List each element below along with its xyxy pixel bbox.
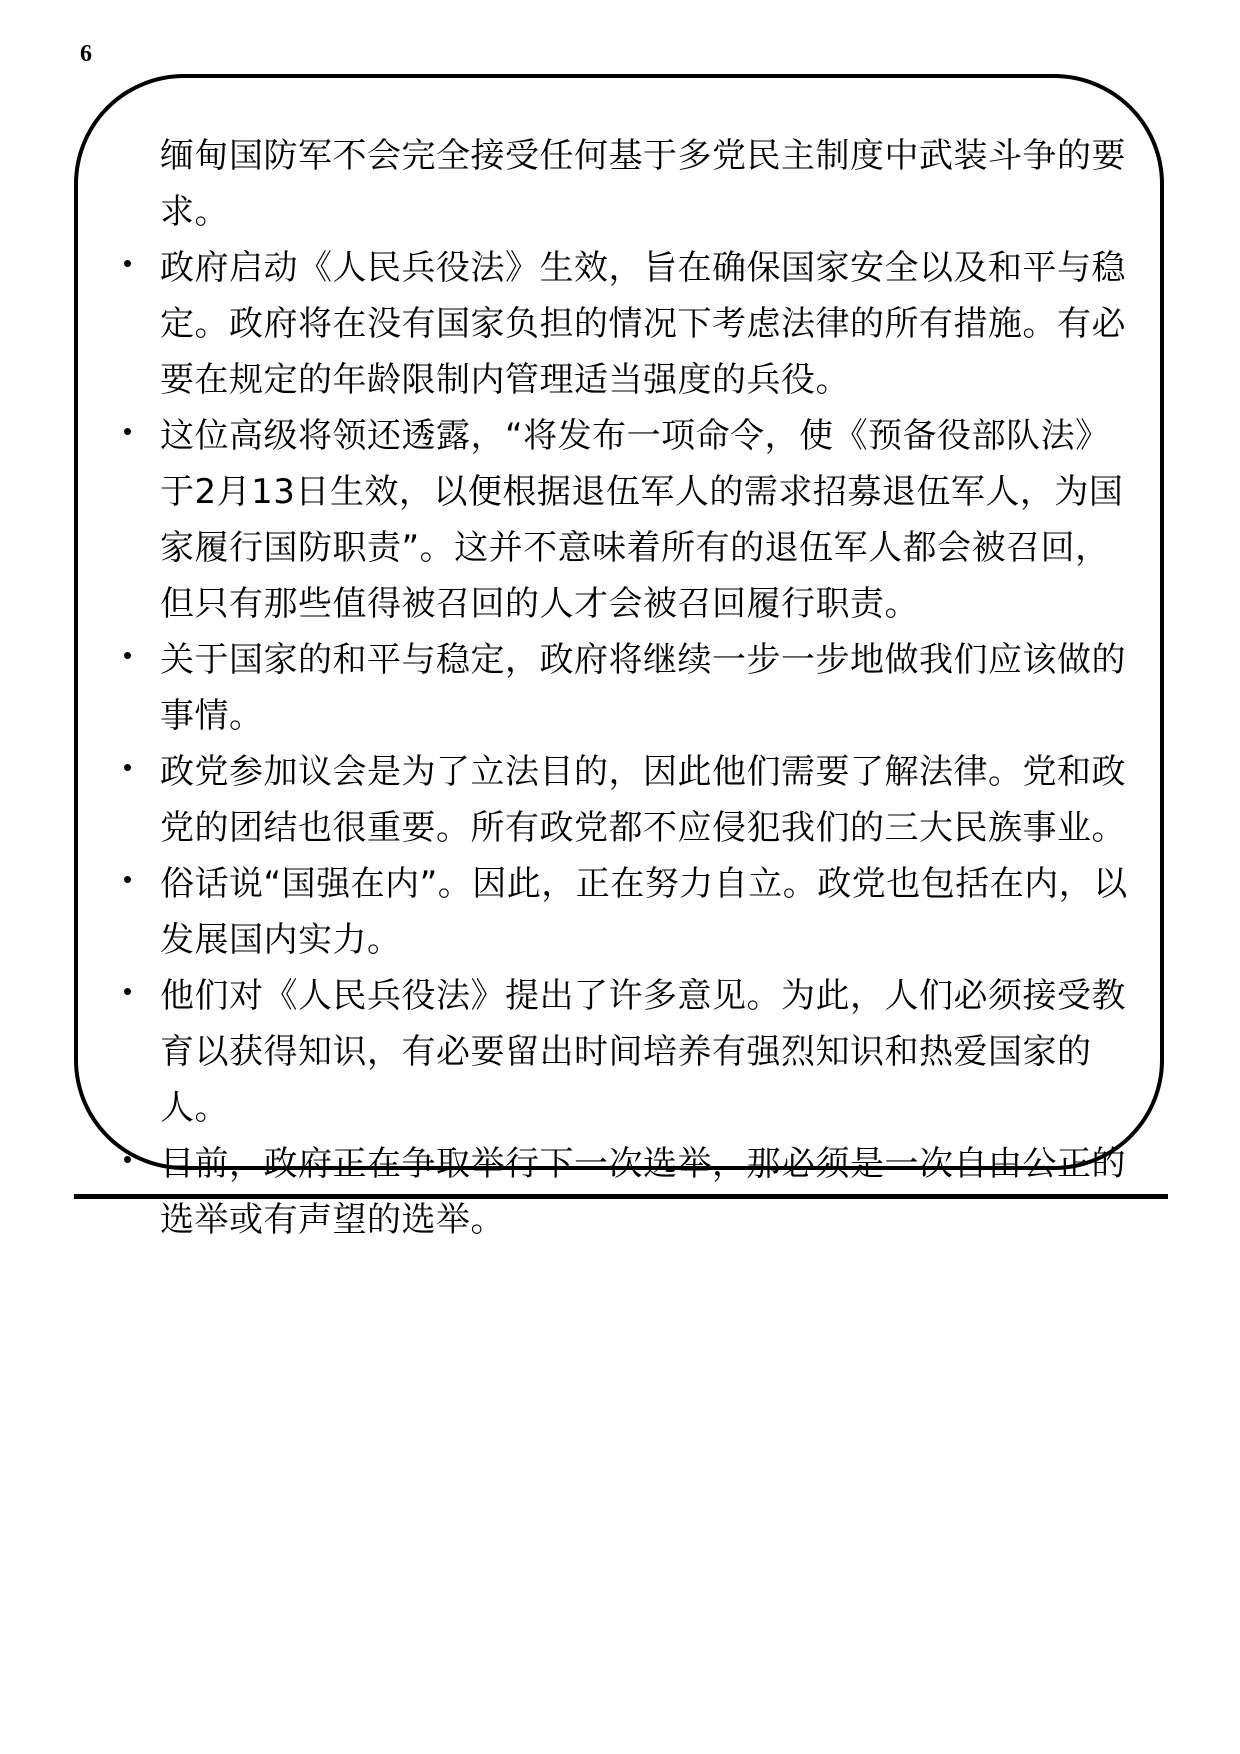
bullet-dot-icon (124, 652, 131, 659)
list-item-text: 政党参加议会是为了立法目的，因此他们需要了解法律。党和政党的团结也很重要。所有政党都不应侵犯我们的三大民族事业。 (160, 752, 1126, 848)
list-item-text: 这位高级将领还透露，“将发布一项命令，使《预备役部队法》于2月13日生效，以便根据退伍军人的需求招募退伍军人，为国家履行国防职责”。这并不意味着所有的退伍军人都会被召回，但只有那些值得被召回的人才会被召回履行职责。 (160, 416, 1124, 624)
bullet-dot-icon (124, 876, 131, 883)
list-item (120, 856, 1132, 968)
list-item-text: 目前，政府正在争取举行下一次选举，那必须是一次自由公正的选举或有声望的选举。 (160, 1144, 1126, 1240)
bullet-dot-icon (124, 1156, 131, 1163)
bullet-dot-icon (124, 764, 131, 771)
page-number: 6 (80, 41, 92, 67)
bullet-dot-icon (124, 260, 131, 267)
bullet-dot-icon (124, 988, 131, 995)
list-item-text: 他们对《人民兵役法》提出了许多意见。为此，人们必须接受教育以获得知识，有必要留出时间培养有强烈知识和热爱国家的人。 (160, 976, 1126, 1128)
list-item-text: 关于国家的和平与稳定，政府将继续一步一步地做我们应该做的事情。 (160, 640, 1126, 736)
horizontal-rule (74, 1194, 1168, 1199)
list-item (120, 632, 1132, 744)
list-item-text: 政府启动《人民兵役法》生效，旨在确保国家安全以及和平与稳定。政府将在没有国家负担的情况下考虑法律的所有措施。有必要在规定的年龄限制内管理适当强度的兵役。 (160, 248, 1126, 400)
lead-paragraph: 缅甸国防军不会完全接受任何基于多党民主制度中武装斗争的要求。 (160, 136, 1126, 232)
list-item (120, 968, 1132, 1136)
list-item-text: 俗话说“国强在内”。因此，正在努力自立。政党也包括在内，以发展国内实力。 (160, 864, 1128, 960)
bullet-list (120, 240, 1132, 1248)
list-item (120, 1136, 1132, 1248)
list-item (120, 744, 1132, 856)
content-area (120, 128, 1132, 1248)
bullet-dot-icon (124, 428, 131, 435)
list-item (120, 408, 1132, 632)
list-item (120, 240, 1132, 408)
